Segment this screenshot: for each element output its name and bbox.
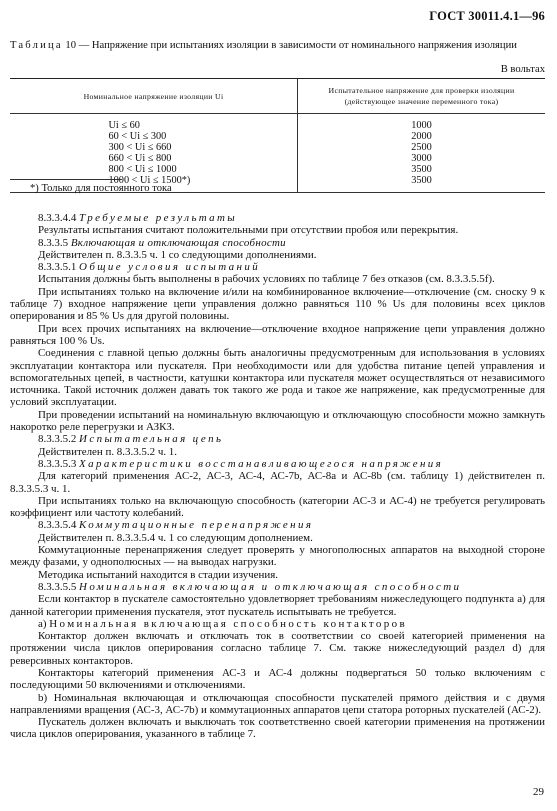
paragraph: Если контактор в пускателе самостоятельно удовлетворяет требованиям нижеследующего подпункта а) для данной категории применения пускателя, этот пускатель испытывать не требуется. [10, 593, 545, 618]
table-cell: 1000 [298, 114, 546, 132]
table-row [10, 114, 545, 132]
table-caption-label: Таблица [10, 40, 63, 51]
table-cell: Ui ≤ 60 [108, 120, 140, 131]
section-heading: 8.3.3.5.5 Номинальная включающая и отключающая способности [38, 580, 462, 593]
paragraph: Контактор должен включать и отключать ток в соответствии со своей категорией применения на протяжении числа циклов оперирования согласно таблице 7. См. также нижеследующий раздел d) для реверсивных контакторов. [10, 630, 545, 667]
paragraph: Действителен п. 8.3.3.5.2 ч. 1. [38, 445, 177, 458]
page-number: 29 [533, 786, 544, 798]
paragraph: Коммутационные перенапряжения следует проверять у многополюсных аппаратов на выходной стороне между фазами, у однополюсных — на выводах нагрузки. [10, 544, 545, 569]
footnote-divider [10, 179, 122, 180]
paragraph: Действителен п. 8.3.3.5 ч. 1 со следующими дополнениями. [38, 248, 317, 261]
table-units: В вольтах [500, 64, 545, 75]
table-cell: 3500 [298, 175, 546, 193]
document-header: ГОСТ 30011.4.1—96 [429, 9, 545, 23]
section-heading: 8.3.3.4.4 Требуемые результаты [38, 212, 238, 224]
section-heading: 8.3.3.5.3 Характеристики восстанавливающегося напряжения [38, 457, 444, 470]
section-heading: 8.3.3.5.2 Испытательная цепь [38, 433, 224, 446]
document-body [10, 212, 545, 741]
paragraph: Испытания должны быть выполнены в рабочих условиях по таблице 7 без отказов (см. 8.3.3.5.5f). [38, 273, 495, 286]
paragraph: При всех прочих испытаниях на включение—отключение входное напряжение цепи управления должно равняться 100 % Us. [10, 322, 545, 347]
table-header-rated-voltage: Номинальное напряжение изоляции Ui [10, 79, 298, 114]
table-caption-text: 10 — Напряжение при испытаниях изоляции в зависимости от номинального напряжения изоляции [65, 40, 517, 51]
table-header-test-voltage: Испытательное напряжение для проверки изоляции (действующее значение переменного тока) [298, 79, 546, 114]
paragraph: Контакторы категорий применения АС-3 и АС-4 должны подвергаться 50 только включениям с последующими 50 включениями и отключениями. [10, 666, 545, 692]
table-row [10, 164, 545, 175]
paragraph: При испытаниях только на включение и/или на комбинированное включение—отключение (см. сноску 9 к таблице 7) входное напряжение цепи управления должно равняться 110 % Us для половины всех циклов оперирования и 85 % Us для другой половины. [10, 285, 545, 323]
table-caption [10, 40, 545, 52]
paragraph: Соединения с главной цепью должны быть аналогичны предусмотренным для использования в условиях эксплуатации контактора или пускателя. При необходимости или для удобства питание цепей управления и вспомогательных цепей, в частности, катушки контактора или пускателя может осуществляться от независимого источника. Такой источник должен давать ток такого же рода и такое же напряжение, как предусмотренные для условий эксплуатации. [10, 347, 545, 409]
table-cell: 3000 [298, 153, 546, 164]
paragraph: Пускатель должен включать и выключать ток соответственно своей категории применения на протяжении числа циклов оперирования, указанного в таблице 7. [10, 716, 545, 741]
paragraph: b) Номинальная включающая и отключающая способности пускателей прямого действия и с двумя направлениями вращения (АС-3, АС-7b) и коммутационных аппаратов цепи статора роторных пускателей (АС-2). [10, 691, 545, 716]
insulation-voltage-table [10, 78, 545, 193]
paragraph: Действителен п. 8.3.3.5.4 ч. 1 со следующим дополнением. [38, 531, 313, 544]
paragraph: При испытаниях только на включающую способность (категории АС-3 и АС-4) не требуется регулировать коэффициент или частоту колебаний. [10, 494, 545, 520]
table-cell: 2500 [298, 142, 546, 153]
table-row [10, 153, 545, 164]
section-heading: 8.3.3.5.4 Коммутационные перенапряжения [38, 519, 314, 532]
table-cell: 1000 < Ui ≤ 1500*) [108, 175, 191, 186]
table-cell: 300 < Ui ≤ 660 [108, 142, 172, 153]
table-cell: 2000 [298, 131, 546, 142]
paragraph: Результаты испытания считают положительными при отсутствии пробоя или перекрытия. [38, 224, 459, 237]
section-heading: 8.3.3.5.1 Общие условия испытаний [38, 261, 261, 274]
paragraph: При проведении испытаний на номинальную включающую и отключающую способности можно замкнуть накоротко реле перегрузки и АЗКЗ. [10, 408, 545, 434]
table-cell: 660 < Ui ≤ 800 [108, 153, 172, 164]
table-row [10, 131, 545, 142]
table-footnote: *) Только для постоянного тока [30, 183, 172, 194]
paragraph: Для категорий применения АС-2, АС-3, АС-4, АС-7b, АС-8а и АС-8b (см. таблицу 1) действителен п. 8.3.3.5.3 ч. 1. [10, 470, 545, 495]
table-cell: 60 < Ui ≤ 300 [108, 131, 167, 142]
table-cell: 3500 [298, 164, 546, 175]
table-cell: 800 < Ui ≤ 1000 [108, 164, 177, 175]
section-heading: 8.3.3.5 Включающая и отключающая способности [38, 236, 286, 249]
paragraph: Методика испытаний находится в стадии изучения. [38, 568, 278, 581]
table-row [10, 142, 545, 153]
section-heading: а) Номинальная включающая способность контакторов [38, 617, 408, 630]
